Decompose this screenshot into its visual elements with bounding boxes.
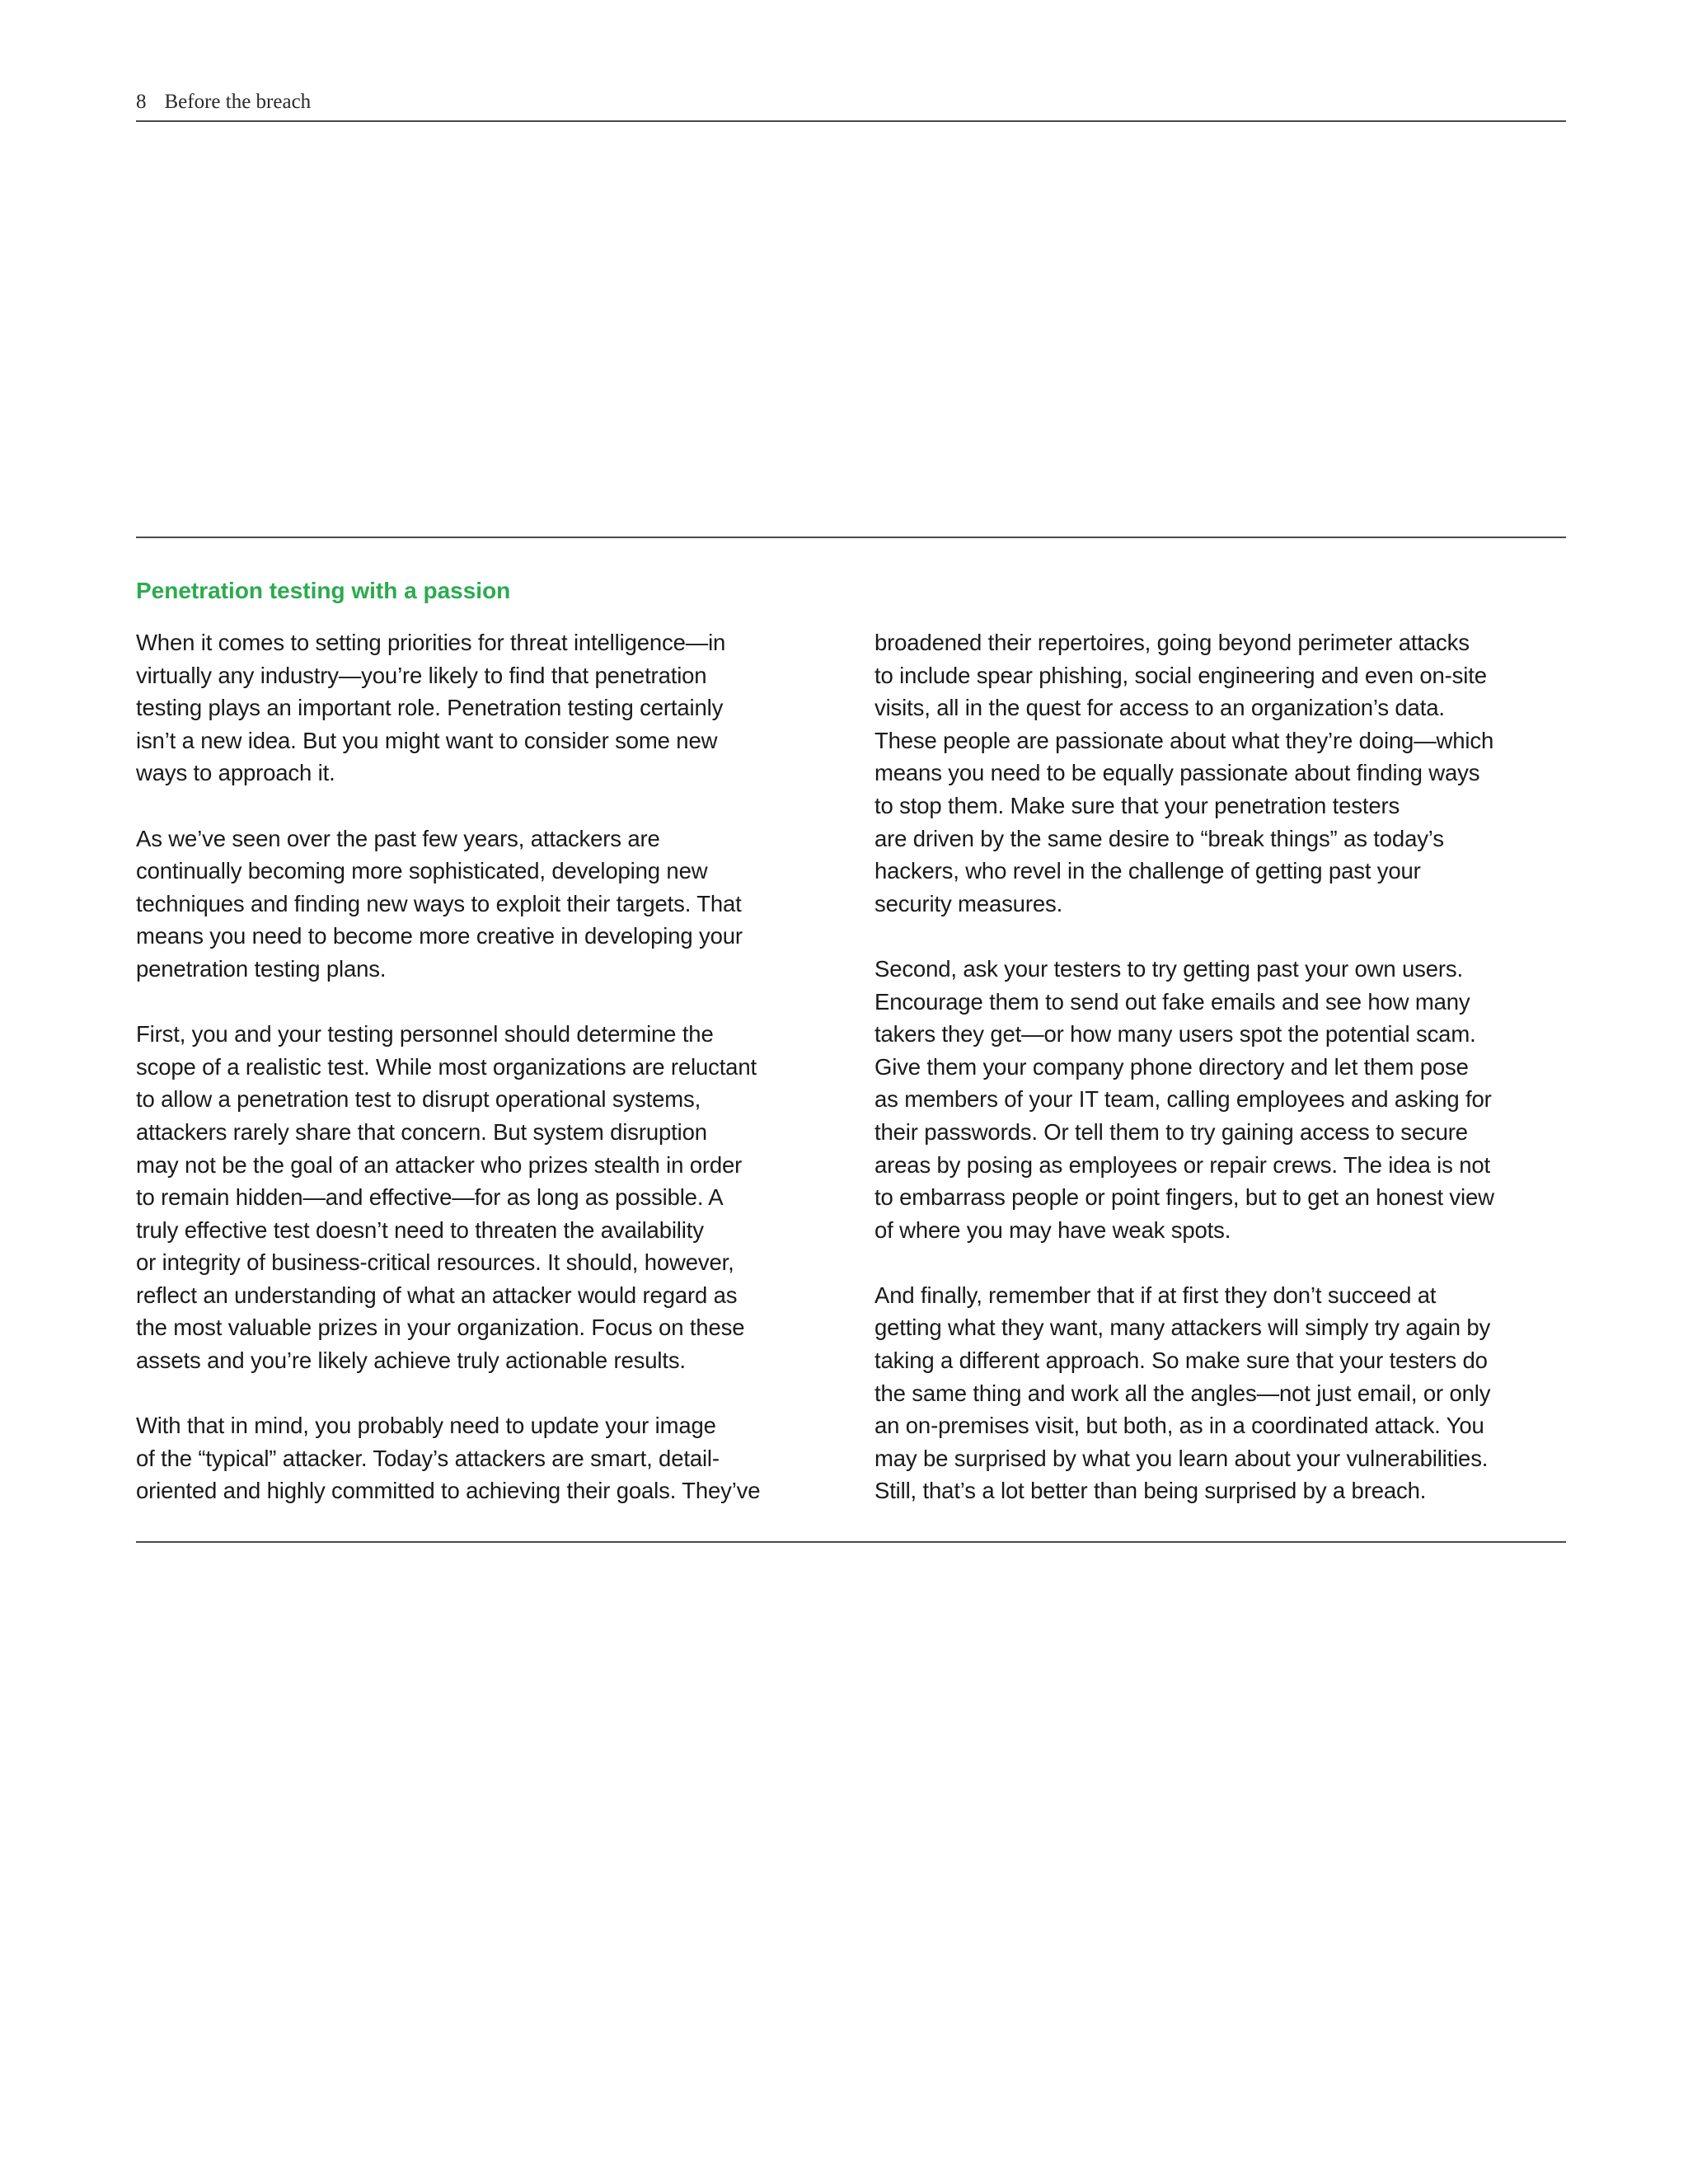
text-line: as members of your IT team, calling employees and asking for (874, 1086, 1492, 1113)
header-rule (136, 120, 1566, 122)
page-number: 8 (136, 91, 147, 113)
left-column (136, 626, 828, 1507)
text-line: Second, ask your testers to try getting past your own users. (874, 955, 1463, 982)
section-heading: Penetration testing with a passion (136, 578, 511, 603)
text-line: may not be the goal of an attacker who prizes stealth in order (136, 1151, 743, 1178)
text-line: the most valuable prizes in your organization. Focus on these (136, 1315, 745, 1341)
text-line: scope of a realistic test. While most organizations are reluctant (136, 1053, 757, 1080)
text-line: oriented and highly committed to achieving their goals. They’ve (136, 1478, 761, 1504)
paragraph (874, 953, 1571, 1246)
text-line: Give them your company phone directory and let them pose (874, 1053, 1469, 1080)
text-line: to include spear phishing, social engineering and even on-site (874, 662, 1487, 688)
text-line: taking a different approach. So make sure that your testers do (874, 1347, 1488, 1374)
paragraph (136, 823, 828, 986)
text-line: to remain hidden—and effective—for as long as possible. A (136, 1184, 724, 1211)
text-line: And finally, remember that if at first they don’t succeed at (874, 1282, 1437, 1308)
text-line: ways to approach it. (136, 760, 335, 786)
section-top-rule (136, 537, 1566, 538)
text-line: isn’t a new idea. But you might want to consider some new (136, 727, 718, 753)
text-line: security measures. (874, 890, 1063, 916)
paragraph (136, 1409, 828, 1507)
text-line: techniques and finding new ways to exploit their targets. That (136, 890, 742, 916)
text-line: penetration testing plans. (136, 955, 387, 982)
text-line: continually becoming more sophisticated, developing new (136, 858, 708, 884)
text-line: First, you and your testing personnel should determine the (136, 1021, 714, 1047)
text-line: reflect an understanding of what an attacker would regard as (136, 1282, 738, 1308)
text-line: means you need to be equally passionate about finding ways (874, 760, 1480, 786)
paragraph (136, 1018, 828, 1377)
text-line: an on-premises visit, but both, as in a coordinated attack. You (874, 1413, 1484, 1439)
text-line: Still, that’s a lot better than being surprised by a breach. (874, 1478, 1427, 1504)
text-line: are driven by the same desire to “break things” as today’s (874, 825, 1444, 851)
text-line: With that in mind, you probably need to update your image (136, 1413, 716, 1439)
text-line: attackers rarely share that concern. But system disruption (136, 1118, 707, 1145)
text-line: virtually any industry—you’re likely to find that penetration (136, 662, 707, 688)
text-line: When it comes to setting priorities for threat intelligence—in (136, 630, 726, 655)
text-line: broadened their repertoires, going beyond perimeter attacks (874, 630, 1470, 655)
text-line: These people are passionate about what they’re doing—which (874, 727, 1494, 753)
text-line: to allow a penetration test to disrupt operational systems, (136, 1086, 701, 1113)
paragraph (874, 1279, 1571, 1507)
text-line: their passwords. Or tell them to try gaining access to secure (874, 1118, 1468, 1145)
text-line: or integrity of business-critical resources. It should, however, (136, 1249, 734, 1276)
text-line: assets and you’re likely achieve truly actionable results. (136, 1347, 686, 1374)
text-line: Encourage them to send out fake emails and see how many (874, 988, 1470, 1015)
text-line: takers they get—or how many users spot the potential scam. (874, 1021, 1476, 1047)
text-line: testing plays an important role. Penetration testing certainly (136, 695, 724, 721)
text-line: As we’ve seen over the past few years, attackers are (136, 825, 660, 851)
text-line: hackers, who revel in the challenge of getting past your (874, 858, 1421, 884)
text-line: of where you may have weak spots. (874, 1216, 1231, 1243)
paragraph (874, 626, 1571, 920)
text-line: areas by posing as employees or repair crews. The idea is not (874, 1151, 1490, 1178)
text-line: to embarrass people or point fingers, but to get an honest view (874, 1184, 1494, 1211)
text-line: means you need to become more creative in developing your (136, 923, 743, 949)
text-line: truly effective test doesn’t need to threaten the availability (136, 1216, 704, 1243)
section-bottom-rule (136, 1541, 1566, 1543)
text-line: visits, all in the quest for access to an organization’s data. (874, 695, 1445, 721)
text-line: getting what they want, many attackers will simply try again by (874, 1315, 1491, 1341)
text-line: the same thing and work all the angles—not just email, or only (874, 1380, 1491, 1406)
running-header (136, 91, 311, 114)
text-line: to stop them. Make sure that your penetration testers (874, 792, 1400, 818)
paragraph (136, 626, 828, 790)
text-line: may be surprised by what you learn about your vulnerabilities. (874, 1445, 1489, 1471)
running-title: Before the breach (164, 91, 312, 113)
text-line: of the “typical” attacker. Today’s attackers are smart, detail- (136, 1445, 720, 1471)
right-column (874, 626, 1571, 1507)
